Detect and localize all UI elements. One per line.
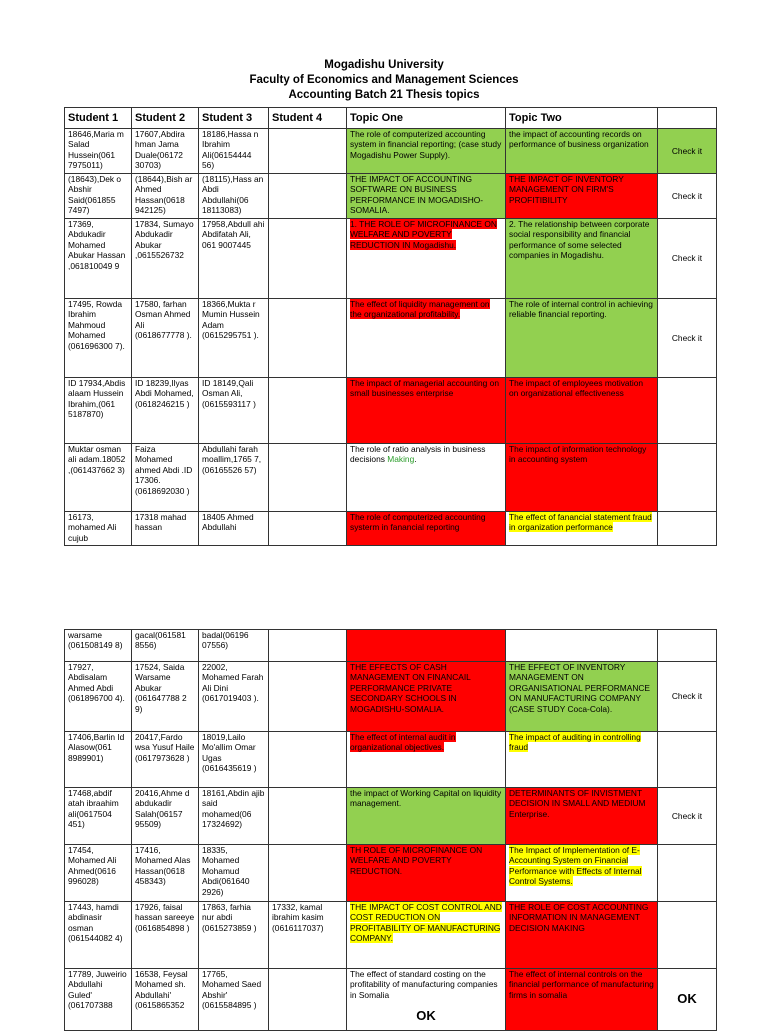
status-cell (658, 512, 717, 546)
topic-two-cell (506, 845, 658, 902)
student-3-cell: ID 18149,Qali Osman Ali, (0615593117 ) (199, 378, 269, 444)
topic-two-cell: THE EFFECT OF INVENTORY MANAGEMENT ON ORGANISATIONAL PERFORMANCE ON MANUFACTURING COMPANY (CASE STUDY Coca-Cola). (506, 662, 658, 732)
thesis-table-page-1 (64, 107, 717, 546)
student-1-cell: 17443, hamdi abdinasir osman (061544082 4) (65, 902, 132, 969)
student-1-cell: 17468,abdif atah ibraahim ali(0617504 451) (65, 788, 132, 845)
topic-one-cell (347, 444, 506, 512)
highlighted-topic-text: The Impact of Implementation of E-Accounting System on Financial Performance with Effects of Internal Control Systems. (509, 845, 642, 887)
topic-two-cell (506, 732, 658, 788)
student-1-cell: (18643),Dek o Abshir Said(061855 7497) (65, 174, 132, 219)
student-1-cell: 17495, Rowda Ibrahim Mahmoud Mohamed (061696300 7). (65, 299, 132, 378)
student-4-cell (269, 512, 347, 546)
topic-two-cell: the impact of accounting records on performance of business organization (506, 129, 658, 174)
status-cell: Check it (658, 662, 717, 732)
student-2-cell: 17580, farhan Osman Ahmed Ali (0618677778 ). (132, 299, 199, 378)
status-cell (658, 444, 717, 512)
table-row (65, 129, 717, 174)
table-row (65, 845, 717, 902)
student-1-cell: 17927, Abdisalam Ahmed Abdi (061896700 4). (65, 662, 132, 732)
topic-one-cell: THE EFFECTS OF CASH MANAGEMENT ON FINANCAIL PERFORMANCE PRIVATE SECONDARY SCHOOLS IN MOGADISHU-SOMALIA. (347, 662, 506, 732)
student-3-cell: 18019,Lailo Mo'allim Omar Ugas (0616435619 ) (199, 732, 269, 788)
student-1-cell: 17454, Mohamed Ali Ahmed(0616 996028) (65, 845, 132, 902)
student-2-cell: 17524, Saida Warsame Abukar (061647788 2 9) (132, 662, 199, 732)
student-2-cell: 17834, Sumayo Abdukadir Abukar ,0615526732 (132, 219, 199, 299)
topic-two-cell: THE IMPACT OF INVENTORY MANAGEMENT ON FIRM'S PROFITIBILITY (506, 174, 658, 219)
student-3-cell: 22002, Mohamed Farah Ali Dini (0617019403 ). (199, 662, 269, 732)
student-2-cell: 17926, faisal hassan sareeye (0616854898 ) (132, 902, 199, 969)
university-title: Mogadishu University (324, 59, 444, 71)
header-topic-two: Topic Two (506, 108, 658, 129)
table-row (65, 969, 717, 1031)
status-cell: Check it (658, 174, 717, 219)
table-row (65, 788, 717, 845)
header-topic-one: Topic One (347, 108, 506, 129)
table-row (65, 174, 717, 219)
topic-one-cell (347, 630, 506, 662)
student-2-cell: (18644),Bish ar Ahmed Hassan(0618 942125) (132, 174, 199, 219)
student-4-cell (269, 845, 347, 902)
student-3-cell: 18335, Mohamed Mohamud Abdi(061640 2926) (199, 845, 269, 902)
faculty-title: Faculty of Economics and Management Sciences (249, 74, 519, 86)
table-row (65, 732, 717, 788)
topic-one-cell: TH ROLE OF MICROFINANCE ON WELFARE AND POVERTY REDUCTION. (347, 845, 506, 902)
student-4-cell (269, 969, 347, 1031)
table-row (65, 512, 717, 546)
student-3-cell: 18405 Ahmed Abdullahi (199, 512, 269, 546)
topic-two-cell: DETERMINANTS OF INVISTMENT DECISION IN SMALL AND MEDIUM Enterprise. (506, 788, 658, 845)
table-row (65, 444, 717, 512)
student-1-cell: ID 17934,Abdis alaam Hussein Ibrahim,(061 5187870) (65, 378, 132, 444)
status-cell (658, 845, 717, 902)
topic-one-cell: The role of computerized accounting systerm in fanancial reporting (347, 512, 506, 546)
student-2-cell: 17416, Mohamed Alas Hassan(0618 458343) (132, 845, 199, 902)
table-row (65, 902, 717, 969)
table-row (65, 299, 717, 378)
topic-text-green: Making (387, 454, 415, 465)
topic-one-cell (347, 902, 506, 969)
student-4-cell (269, 129, 347, 174)
student-4-cell (269, 378, 347, 444)
student-2-cell: 20417,Fardo wsa Yusuf Haile (0617973628 ) (132, 732, 199, 788)
topic-two-cell: The impact of information technology in accounting system (506, 444, 658, 512)
status-cell: OK (658, 969, 717, 1031)
header-student-1: Student 1 (65, 108, 132, 129)
student-3-cell: 18161,Abdin ajib said mohamed(06 17324692) (199, 788, 269, 845)
status-cell: Check it (658, 299, 717, 378)
header-student-4: Student 4 (269, 108, 347, 129)
topic-one-cell: The impact of managerial accounting on small businesses enterprise (347, 378, 506, 444)
topic-one-cell (347, 732, 506, 788)
status-cell: Check it (658, 219, 717, 299)
student-4-cell (269, 732, 347, 788)
highlighted-topic-text: The effect of liquidity management on the organizational profitability. (350, 299, 490, 320)
student-2-cell: 17318 mahad hassan (132, 512, 199, 546)
topic-one-cell (347, 299, 506, 378)
student-3-cell: 17765, Mohamed Saed Abshir' (0615584895 ) (199, 969, 269, 1031)
topic-two-cell: The effect of internal controls on the financial performance of manufacturing firms in somalia (506, 969, 658, 1031)
student-3-cell: badal(06196 07556) (199, 630, 269, 662)
topic-one-cell: the impact of Working Capital on liquidity management. (347, 788, 506, 845)
student-4-cell (269, 219, 347, 299)
student-1-cell: Muktar osman ali adam.18052 ,(061437662 3) (65, 444, 132, 512)
table-row (65, 630, 717, 662)
table-row (65, 378, 717, 444)
topic-one-cell (347, 969, 506, 1031)
student-4-cell (269, 630, 347, 662)
topic-two-cell (506, 512, 658, 546)
student-2-cell: 17607,Abdira hman Jama Duale(06172 30703) (132, 129, 199, 174)
student-3-cell: 17958,Abdull ahi Abdifatah Ali, 061 9007445 (199, 219, 269, 299)
student-1-cell: 17369, Abdukadir Mohamed Abukar Hassan ,061810049 9 (65, 219, 132, 299)
student-4-cell (269, 299, 347, 378)
student-1-cell: 17789, Juweirio Abdullahi Guled' (061707388 (65, 969, 132, 1031)
topic-one-cell: THE IMPACT OF ACCOUNTING SOFTWARE ON BUSINESS PERFORMANCE IN MOGADISHO-SOMALIA. (347, 174, 506, 219)
student-1-cell: 17406,Barlin Id Alasow(061 8989901) (65, 732, 132, 788)
student-4-cell (269, 788, 347, 845)
student-4-cell (269, 174, 347, 219)
student-2-cell: Faiza Mohamed ahmed Abdi .ID 17306. (0618692030 ) (132, 444, 199, 512)
topic-text-end: . (414, 454, 417, 465)
student-2-cell: gacal(061581 8556) (132, 630, 199, 662)
batch-title: Accounting Batch 21 Thesis topics (288, 89, 480, 101)
topic-one-cell: The role of computerized accounting system in financial reporting; (case study Mogadishu Power Supply). (347, 129, 506, 174)
student-1-cell: warsame (061508149 8) (65, 630, 132, 662)
thesis-table-page-2 (64, 629, 717, 1031)
topic-two-cell: The impact of employees motivation on organizational effectiveness (506, 378, 658, 444)
status-cell: Check it (658, 129, 717, 174)
student-1-cell: 16173, mohamed Ali cujub (65, 512, 132, 546)
header-status (658, 108, 717, 129)
header-student-2: Student 2 (132, 108, 199, 129)
table-row (65, 662, 717, 732)
table-row (65, 219, 717, 299)
status-cell (658, 378, 717, 444)
student-4-cell (269, 662, 347, 732)
status-cell (658, 902, 717, 969)
topic-one-cell (347, 219, 506, 299)
status-cell: Check it (658, 788, 717, 845)
student-2-cell: 20416,Ahme d abdukadir Salah(06157 95509) (132, 788, 199, 845)
header-student-3: Student 3 (199, 108, 269, 129)
student-3-cell: Abdullahi farah moallim,1765 7,(06165526 57) (199, 444, 269, 512)
student-3-cell: 17863, farhia nur abdi (0615273859 ) (199, 902, 269, 969)
student-3-cell: (18115),Hass an Abdi Abdullahi(06 18113083) (199, 174, 269, 219)
topic-two-cell: The role of internal control in achieving reliable financial reporting. (506, 299, 658, 378)
highlighted-topic-text: The impact of auditing in controlling fraud (509, 732, 641, 753)
topic-two-cell: 2. The relationship between corporate social responsibility and financial performance of some selected companies in Mogadishu. (506, 219, 658, 299)
ok-mark: OK (416, 1008, 436, 1024)
status-cell (658, 630, 717, 662)
highlighted-topic-text: The effect of fanancial statement fraud in organization performance (509, 512, 652, 533)
student-2-cell: ID 18239,Ilyas Abdi Mohamed, (0618246215 ) (132, 378, 199, 444)
topic-text: The effect of standard costing on the profitability of manufacturing companies in Somalia (350, 969, 498, 1000)
topic-text: The role of ratio analysis in business decisions (350, 444, 486, 465)
table-header-row (65, 108, 717, 129)
status-cell (658, 732, 717, 788)
student-4-cell (269, 444, 347, 512)
topic-two-cell: THE ROLE OF COST ACCOUNTING INFORMATION IN MANAGEMENT DECISION MAKING (506, 902, 658, 969)
highlighted-topic-text: 1. THE ROLE OF MICROFINANCE ON WELFARE AND POVERTY REDUCTION IN Mogadishu. (350, 219, 497, 250)
topic-two-cell (506, 630, 658, 662)
student-4-cell: 17332, kamal ibrahim kasim (0616117037) (269, 902, 347, 969)
highlighted-topic-text: The effect of internal audit in organizational objectives. (350, 732, 456, 753)
student-1-cell: 18646,Maria m Salad Hussein(061 7975011) (65, 129, 132, 174)
student-3-cell: 18366,Mukta r Mumin Hussein Adam (0615295751 ). (199, 299, 269, 378)
student-2-cell: 16538, Feysal Mohamed sh. Abdullahi' (0615865352 (132, 969, 199, 1031)
student-3-cell: 18186,Hassa n Ibrahim Ali(06154444 56) (199, 129, 269, 174)
highlighted-topic-text: THE IMPACT OF COST CONTROL AND COST REDUCTION ON PROFITABILITY OF MANUFACTURING COMPANY. (350, 902, 502, 944)
